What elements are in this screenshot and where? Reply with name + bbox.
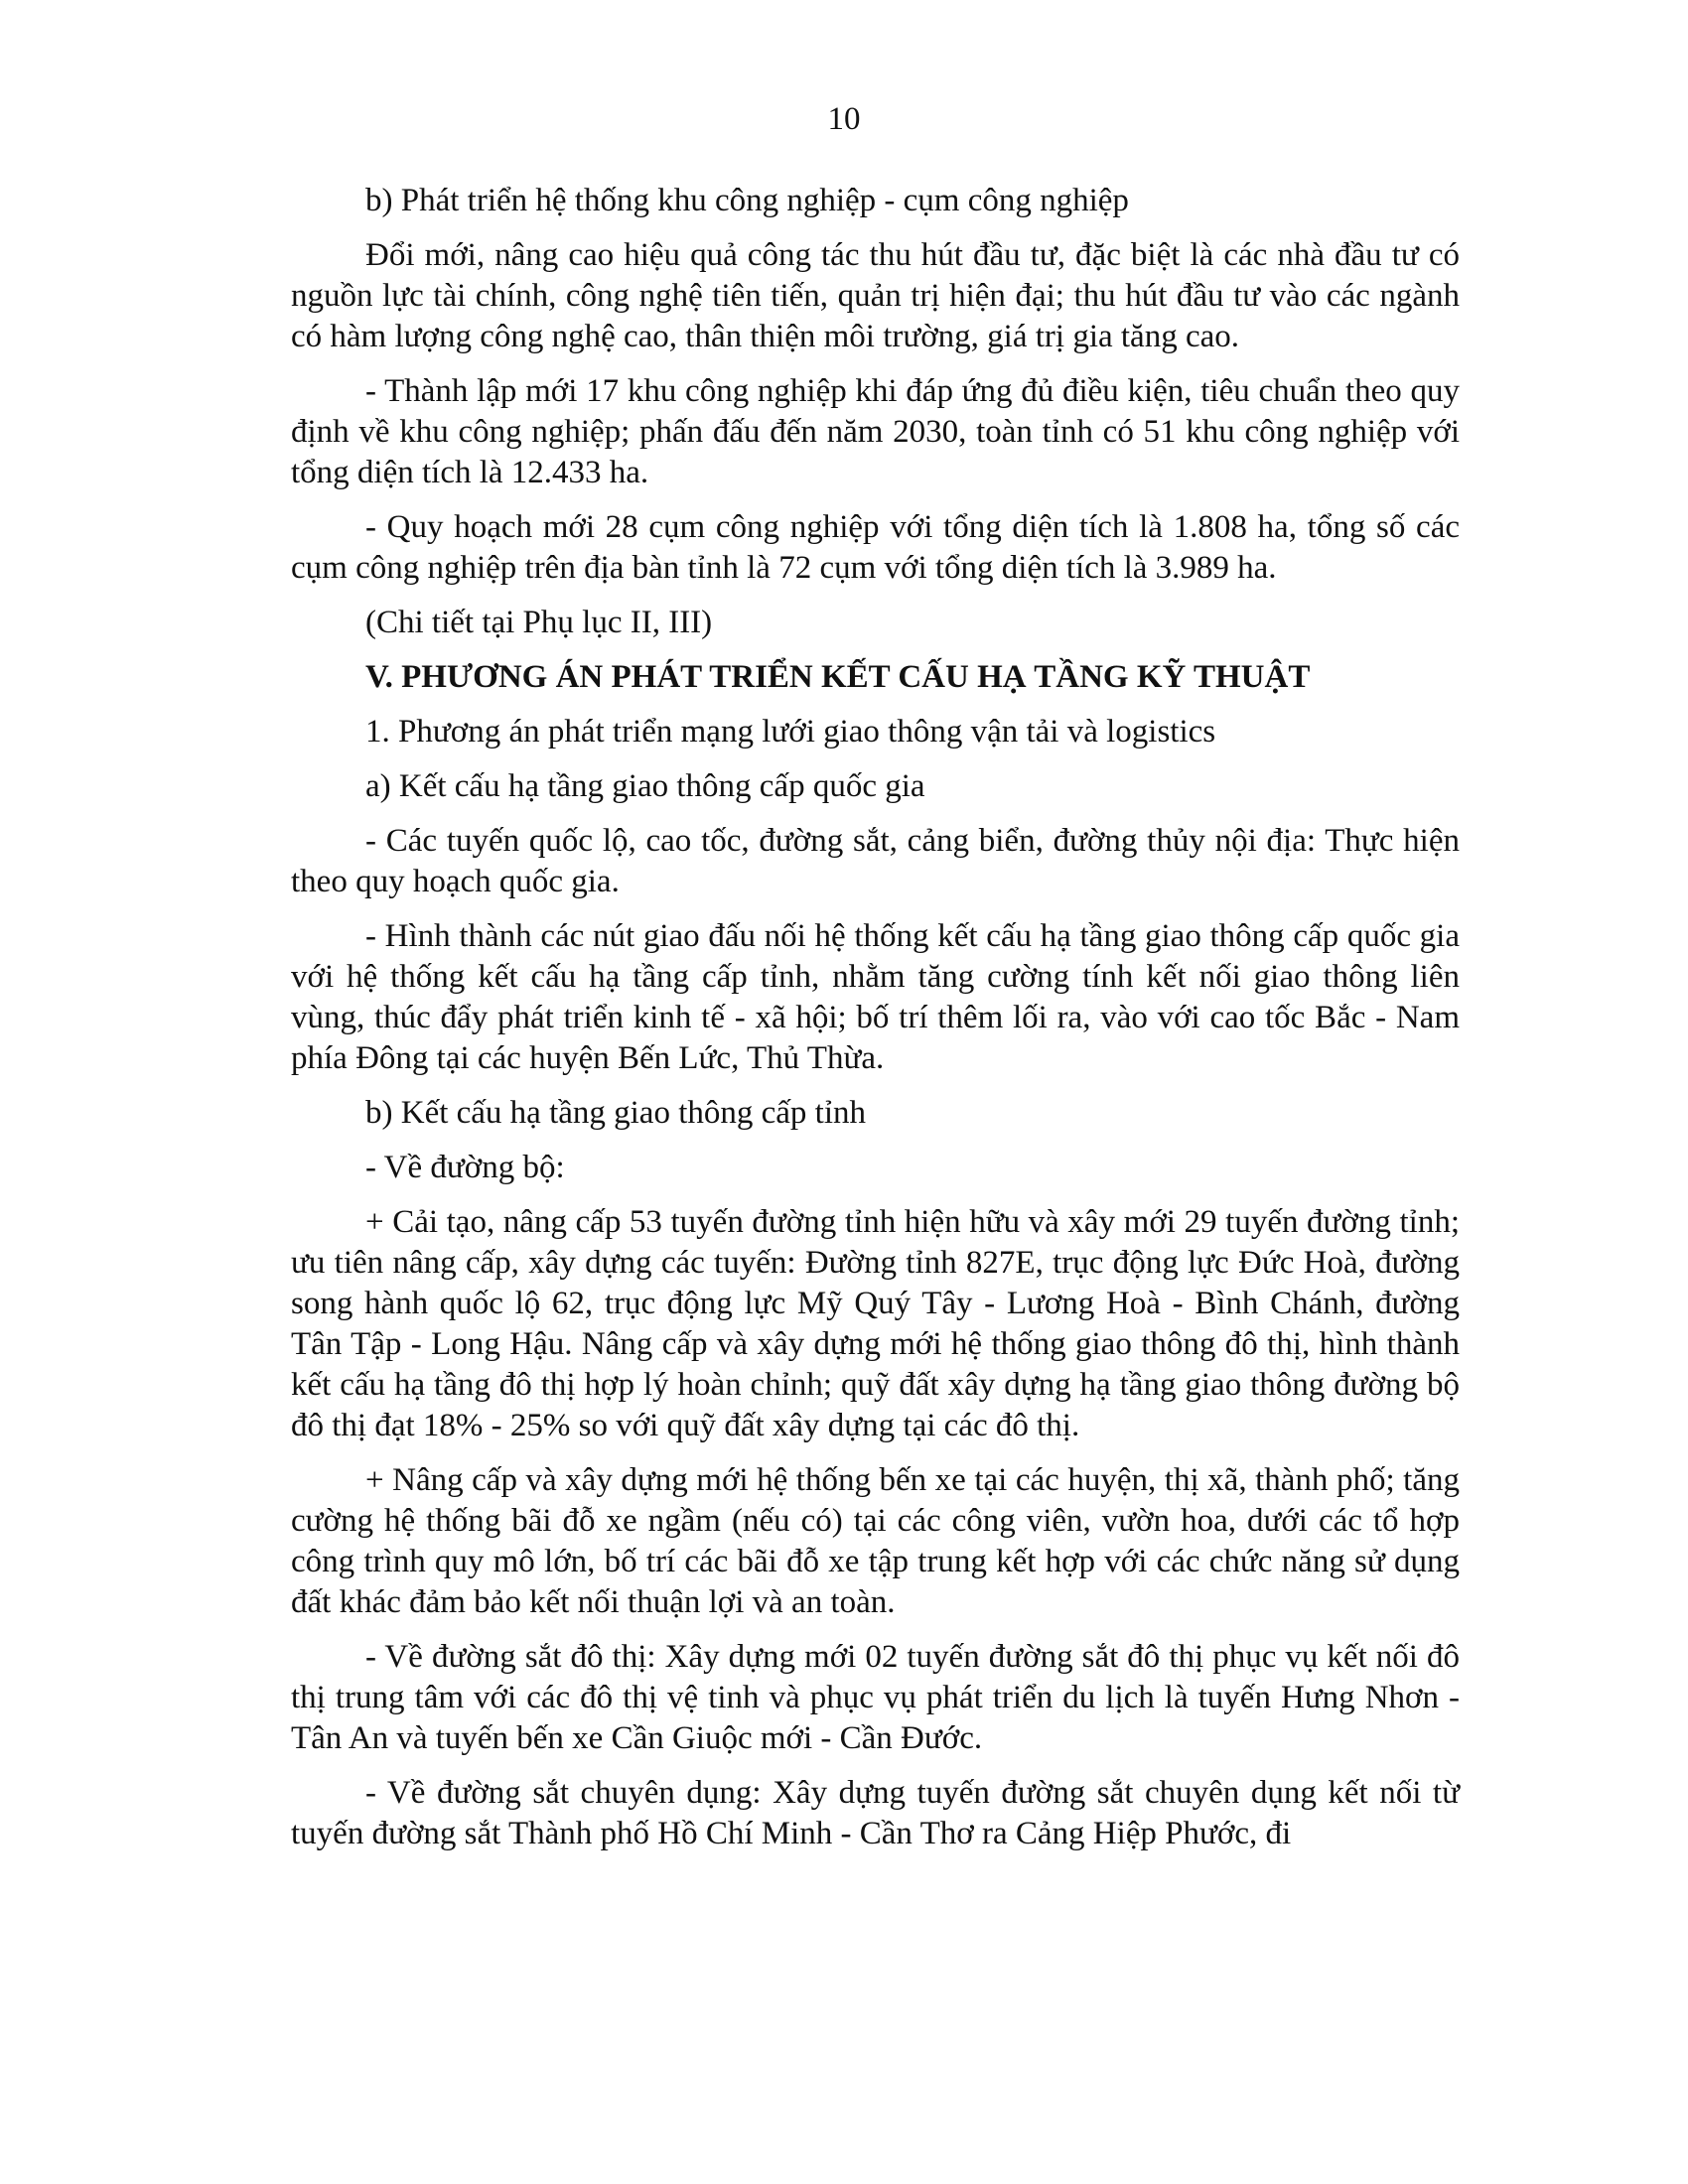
plus-paragraph: + Nâng cấp và xây dựng mới hệ thống bến xe tại các huyện, thị xã, thành phố; tăng cường hệ thống bãi đỗ xe ngầm (nếu có) tại các công viên, vườn hoa, dưới các tổ hợp công trình quy mô lớn, bố trí các bãi đỗ xe tập trung kết hợp với các chức năng sử dụng đất khác đảm bảo kết nối thuận lợi và an toàn.: [291, 1462, 1460, 1620]
reference-note: (Chi tiết tại Phụ lục II, III): [365, 605, 713, 640]
section-heading: V. PHƯƠNG ÁN PHÁT TRIỂN KẾT CẤU HẠ TẦNG KỸ THUẬT: [365, 659, 1311, 695]
bullet-paragraph: - Hình thành các nút giao đấu nối hệ thống kết cấu hạ tầng giao thông cấp quốc gia với hệ thống kết cấu hạ tầng cấp tỉnh, nhằm tăng cường tính kết nối giao thông liên vùng, thúc đẩy phát triển kinh tế - xã hội; bố trí thêm lối ra, vào với cao tốc Bắc - Nam phía Đông tại các huyện Bến Lức, Thủ Thừa.: [291, 918, 1460, 1076]
page-number: 10: [827, 101, 861, 137]
plus-paragraph: + Cải tạo, nâng cấp 53 tuyến đường tỉnh hiện hữu và xây mới 29 tuyến đường tỉnh; ưu tiên nâng cấp, xây dựng các tuyến: Đường tỉnh 827E, trục động lực Đức Hoà, đường song hành quốc lộ 62, trục động lực Mỹ Quý Tây - Lương Hoà - Bình Chánh, đường Tân Tập - Long Hậu. Nâng cấp và xây dựng mới hệ thống giao thông đô thị, hình thành kết cấu hạ tầng đô thị hợp lý hoàn chỉnh; quỹ đất xây dựng hạ tầng giao thông đường bộ đô thị đạt 18% - 25% so với quỹ đất xây dựng tại các đô thị.: [291, 1204, 1460, 1443]
bullet-paragraph: - Về đường sắt chuyên dụng: Xây dựng tuyến đường sắt chuyên dụng kết nối từ tuyến đường sắt Thành phố Hồ Chí Minh - Cần Thơ ra Cảng Hiệp Phước, đi: [291, 1775, 1460, 1851]
bullet-paragraph: - Quy hoạch mới 28 cụm công nghiệp với tổng diện tích là 1.808 ha, tổng số các cụm công nghiệp trên địa bàn tỉnh là 72 cụm với tổng diện tích là 3.989 ha.: [291, 509, 1460, 586]
bullet-paragraph: - Về đường sắt đô thị: Xây dựng mới 02 tuyến đường sắt đô thị phục vụ kết nối đô thị trung tâm với các đô thị vệ tinh và phục vụ phát triển du lịch là tuyến Hưng Nhơn - Tân An và tuyến bến xe Cần Giuộc mới - Cần Đước.: [291, 1639, 1460, 1756]
subsection-heading: b) Kết cấu hạ tầng giao thông cấp tỉnh: [365, 1095, 867, 1131]
subsection-heading: a) Kết cấu hạ tầng giao thông cấp quốc gia: [365, 768, 925, 804]
bullet-paragraph: - Về đường bộ:: [365, 1150, 565, 1185]
subsection-heading: b) Phát triển hệ thống khu công nghiệp - cụm công nghiệp: [365, 183, 1129, 218]
document-body: [291, 181, 1460, 1868]
subsection-heading: 1. Phương án phát triển mạng lưới giao thông vận tải và logistics: [365, 714, 1216, 750]
body-paragraph: Đổi mới, nâng cao hiệu quả công tác thu hút đầu tư, đặc biệt là các nhà đầu tư có nguồn lực tài chính, công nghệ tiên tiến, quản trị hiện đại; thu hút đầu tư vào các ngành có hàm lượng công nghệ cao, thân thiện môi trường, giá trị gia tăng cao.: [291, 237, 1460, 354]
bullet-paragraph: - Thành lập mới 17 khu công nghiệp khi đáp ứng đủ điều kiện, tiêu chuẩn theo quy định về khu công nghiệp; phấn đấu đến năm 2030, toàn tỉnh có 51 khu công nghiệp với tổng diện tích là 12.433 ha.: [291, 373, 1460, 490]
bullet-paragraph: - Các tuyến quốc lộ, cao tốc, đường sắt, cảng biển, đường thủy nội địa: Thực hiện theo quy hoạch quốc gia.: [291, 823, 1460, 899]
